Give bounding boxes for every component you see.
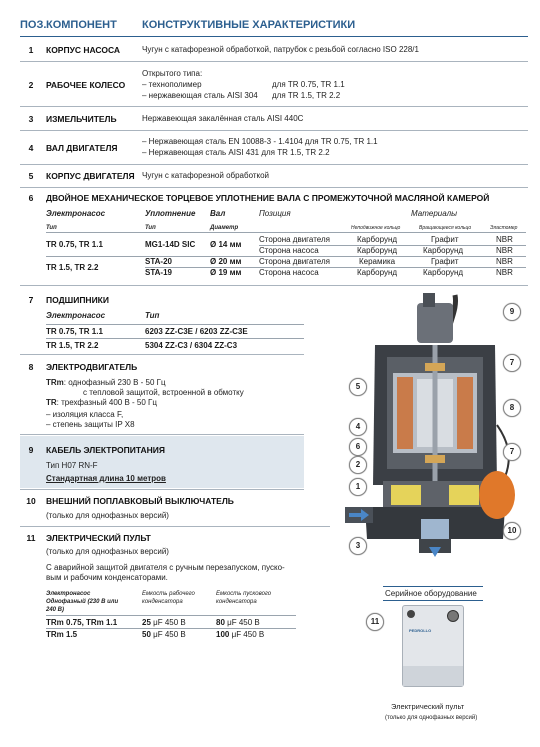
panel-row-work-unit: μF 450 В xyxy=(150,618,186,627)
motor-tr-line xyxy=(46,398,157,408)
item-4-line: – Нержавеющая сталь EN 10088-3 - 1.4104 для TR 0.75, TR 1.1 xyxy=(142,137,378,146)
motor-bullet: – изоляция класса F, xyxy=(46,410,124,419)
seal-row-elastomer: NBR xyxy=(496,257,513,266)
cable-type: Тип H07 RN-F xyxy=(46,461,98,470)
item-10-num: 10 xyxy=(26,496,36,506)
seal-row-fixed: Карборунд xyxy=(357,246,398,255)
panel-h-pump-3: 240 В) xyxy=(46,607,65,613)
divider xyxy=(20,164,528,165)
item-6-num: 6 xyxy=(28,193,34,203)
seal-row-fixed: Карборунд xyxy=(357,235,398,244)
bearings-row-type: 5304 ZZ-C3 / 6304 ZZ-C3 xyxy=(145,341,238,350)
panel-row-start xyxy=(216,618,260,627)
item-9-title: КАБЕЛЬ ЭЛЕКТРОПИТАНИЯ xyxy=(46,445,166,455)
divider xyxy=(20,526,330,527)
callout-10: 10 xyxy=(503,522,521,540)
item-3-num: 3 xyxy=(28,114,34,124)
item-2-model: для TR 1.5, TR 2.2 xyxy=(272,91,341,100)
control-panel-box xyxy=(402,605,464,687)
motor-trm-text: : однофазный 230 В - 50 Гц xyxy=(63,378,166,387)
callout-11: 11 xyxy=(366,613,384,631)
seal-h-shaft: Вал xyxy=(210,209,226,218)
item-7-num: 7 xyxy=(28,295,34,305)
item-7-title: ПОДШИПНИКИ xyxy=(46,295,109,305)
panel-table-rule xyxy=(46,628,296,629)
callout-7: 7 xyxy=(503,443,521,461)
panel-base xyxy=(403,666,463,686)
panel-row-work-num: 50 xyxy=(142,630,151,639)
panel-row-work xyxy=(142,618,186,627)
seal-row-rotating: Карборунд xyxy=(423,268,464,277)
callout-1: 1 xyxy=(349,478,367,496)
item-2-line: – технополимер xyxy=(142,80,202,89)
seal-row-rotating: Карборунд xyxy=(423,246,464,255)
seal-row-seal: STA-20 xyxy=(145,257,172,266)
divider xyxy=(20,489,304,490)
bearings-row-type: 6203 ZZ-C3E / 6203 ZZ-C3E xyxy=(145,327,248,336)
seal-row-fixed: Карборунд xyxy=(357,268,398,277)
bearings-h-pump: Электронасос xyxy=(46,311,106,320)
panel-row-pump: TRm 0.75, TRm 1.1 xyxy=(46,618,118,627)
seal-row-position: Сторона насоса xyxy=(259,268,319,277)
item-2-model: для TR 0.75, TR 1.1 xyxy=(272,80,345,89)
seal-row-seal: MG1-14D SIC xyxy=(145,240,196,249)
panel-row-work-unit: μF 450 В xyxy=(150,630,186,639)
serial-rule xyxy=(383,600,483,601)
panel-row-work xyxy=(142,630,186,639)
divider xyxy=(20,130,528,131)
motor-trm-text2: с тепловой защитой, встроенной в обмотку xyxy=(83,388,244,397)
seal-h-pump: Электронасос xyxy=(46,209,106,218)
item-2-line: – нержавеющая сталь AISI 304 xyxy=(142,91,258,100)
item-11-text: (только для однофазных версий) xyxy=(46,547,169,556)
panel-row-work-num: 25 xyxy=(142,618,151,627)
divider xyxy=(20,434,304,435)
panel-h-pump xyxy=(46,590,118,614)
callout-7: 7 xyxy=(503,354,521,372)
item-1-num: 1 xyxy=(28,45,34,55)
seal-sh-type2: Тип xyxy=(145,225,156,231)
panel-h-work-2: конденсатора xyxy=(142,599,183,605)
seal-row-seal: STA-19 xyxy=(145,268,172,277)
seal-row-pump: TR 0.75, TR 1.1 xyxy=(46,240,103,249)
callout-2: 2 xyxy=(349,456,367,474)
item-4-title: ВАЛ ДВИГАТЕЛЯ xyxy=(46,143,118,153)
item-8-title: ЭЛЕКТРОДВИГАТЕЛЬ xyxy=(46,362,138,372)
item-9-num: 9 xyxy=(28,445,34,455)
divider xyxy=(20,187,528,188)
seal-row-rotating: Графит xyxy=(431,257,459,266)
panel-h-work xyxy=(142,590,195,606)
panel-table-rule xyxy=(46,615,296,616)
seal-row-position: Сторона насоса xyxy=(259,246,319,255)
panel-h-start-1: Емкость пускового xyxy=(216,591,272,597)
seal-row-elastomer: NBR xyxy=(496,235,513,244)
item-8-num: 8 xyxy=(28,362,34,372)
callout-8: 8 xyxy=(503,399,521,417)
callout-9: 9 xyxy=(503,303,521,321)
seal-row-rotating: Графит xyxy=(431,235,459,244)
item-6-title: ДВОЙНОЕ МЕХАНИЧЕСКОЕ ТОРЦЕВОЕ УПЛОТНЕНИЕ ВАЛА С ПРОМЕЖУТОЧНОЙ МАСЛЯНОЙ КАМЕРОЙ xyxy=(46,193,490,203)
motor-tr-text: : трехфазный 400 В - 50 Гц xyxy=(56,398,157,407)
seal-row-pump: TR 1.5, TR 2.2 xyxy=(46,263,99,272)
seal-sh-elastomer: Эластомер xyxy=(490,225,518,231)
header-specs: КОНСТРУКТИВНЫЕ ХАРАКТЕРИСТИКИ xyxy=(142,19,356,31)
callout-3: 3 xyxy=(349,537,367,555)
seal-row-fixed: Керамика xyxy=(359,257,396,266)
seal-row-position: Сторона двигателя xyxy=(259,235,330,244)
serial-caption: Электрический пульт xyxy=(391,702,465,711)
item-1-title: КОРПУС НАСОСА xyxy=(46,45,121,55)
panel-h-pump-2: Однофазный (230 В или xyxy=(46,599,119,605)
panel-row-start-num: 100 xyxy=(216,630,230,639)
item-4-num: 4 xyxy=(28,143,34,153)
seal-row-shaft: Ø 19 мм xyxy=(210,268,242,277)
panel-indicator-icon xyxy=(407,610,415,618)
panel-row-pump: TRm 1.5 xyxy=(46,630,78,639)
bearings-h-type: Тип xyxy=(145,311,160,320)
item-5-title: КОРПУС ДВИГАТЕЛЯ xyxy=(46,171,135,181)
item-2-title: РАБОЧЕЕ КОЛЕСО xyxy=(46,80,126,90)
panel-h-start-2: конденсатора xyxy=(216,599,257,605)
panel-h-start xyxy=(216,590,271,606)
bearings-rule xyxy=(46,338,304,339)
item-5-num: 5 xyxy=(28,171,34,181)
seal-h-materials: Материалы xyxy=(411,209,457,218)
motor-trm-label: TRm xyxy=(46,378,64,387)
panel-desc: вым и рабочим конденсаторами. xyxy=(46,573,168,582)
serial-label: Серийное оборудование xyxy=(385,589,477,598)
seal-header-rule xyxy=(46,232,526,233)
item-2-num: 2 xyxy=(28,80,34,90)
seal-row-elastomer: NBR xyxy=(496,246,513,255)
header-rule xyxy=(20,36,528,37)
seal-sh-diameter: Диаметр xyxy=(210,225,239,231)
cable-length: Стандартная длина 10 метров xyxy=(46,474,166,483)
panel-row-start-unit: μF 450 В xyxy=(224,618,260,627)
seal-row-shaft: Ø 14 мм xyxy=(210,240,242,249)
panel-switch-icon xyxy=(447,610,459,622)
panel-desc: С аварийной защитой двигателя с ручным перезапуском, пуско- xyxy=(46,563,285,572)
callout-4: 4 xyxy=(349,418,367,436)
seal-h-position: Позиция xyxy=(259,209,291,218)
serial-caption-sub: (только для однофазных версий) xyxy=(385,715,478,721)
seal-h-seal: Уплотнение xyxy=(145,209,196,218)
seal-sh-fixed: Неподвижное кольцо xyxy=(351,225,401,231)
bearings-row-pump: TR 0.75, TR 1.1 xyxy=(46,327,103,336)
seal-sh-rotating: Вращающееся кольцо xyxy=(419,225,472,231)
panel-brand: PEDROLLO xyxy=(409,628,432,633)
callout-6: 6 xyxy=(349,438,367,456)
panel-row-start-unit: μF 450 В xyxy=(229,630,265,639)
seal-row-position: Сторона двигателя xyxy=(259,257,330,266)
panel-row-start xyxy=(216,630,264,639)
item-3-text: Нержавеющая закалённая сталь AISI 440C xyxy=(142,114,304,123)
motor-bullet: – степень защиты IP X8 xyxy=(46,420,135,429)
header-component: КОМПОНЕНТ xyxy=(46,19,117,31)
item-1-text: Чугун с катафорезной обработкой, патрубок с резьбой согласно ISO 228/1 xyxy=(142,45,419,54)
panel-h-pump-1: Электронасос xyxy=(46,591,91,597)
seal-row-elastomer: NBR xyxy=(496,268,513,277)
motor-trm-line xyxy=(46,378,166,388)
item-10-title: ВНЕШНИЙ ПОПЛАВКОВЫЙ ВЫКЛЮЧАТЕЛЬ xyxy=(46,496,234,506)
bearings-row-pump: TR 1.5, TR 2.2 xyxy=(46,341,99,350)
seal-row-rule xyxy=(145,267,526,268)
item-11-num: 11 xyxy=(26,533,36,543)
callout-5: 5 xyxy=(349,378,367,396)
header-pos: ПОЗ. xyxy=(20,19,47,31)
divider xyxy=(20,354,304,355)
panel-row-start-num: 80 xyxy=(216,618,225,627)
seal-sh-type: Тип xyxy=(46,225,57,231)
item-4-line: – Нержавеющая сталь AISI 431 для TR 1.5, TR 2.2 xyxy=(142,148,330,157)
panel-h-work-1: Емкость рабочего xyxy=(142,591,195,597)
item-2-line: Открытого типа: xyxy=(142,69,203,78)
item-11-title: ЭЛЕКТРИЧЕСКИЙ ПУЛЬТ xyxy=(46,533,151,543)
item-10-text: (только для однофазных версий) xyxy=(46,511,169,520)
motor-tr-label: TR xyxy=(46,398,57,407)
item-3-title: ИЗМЕЛЬЧИТЕЛЬ xyxy=(46,114,117,124)
bearings-rule xyxy=(46,324,304,325)
divider xyxy=(20,61,528,62)
divider xyxy=(20,106,528,107)
serial-rule xyxy=(383,586,483,587)
seal-row-shaft: Ø 20 мм xyxy=(210,257,242,266)
item-5-text: Чугун с катафорезной обработкой xyxy=(142,171,270,180)
